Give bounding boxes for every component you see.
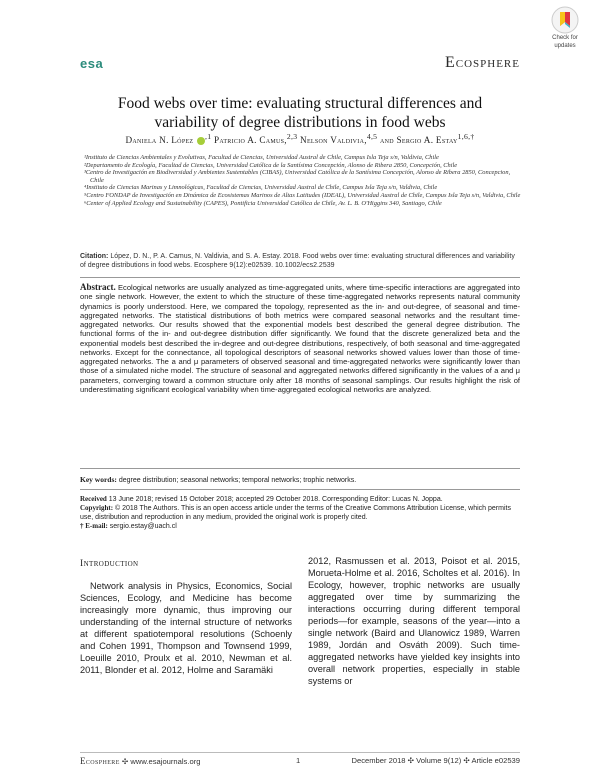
affiliation: ⁴Instituto de Ciencias Marinas y Limnológicas, Facultad de Ciencias, Universidad Austral de Chile, Campus Isla Teja s/n, Valdivia, Chile bbox=[84, 184, 438, 192]
author-affil-sup: 1,6, bbox=[457, 132, 471, 141]
divider bbox=[80, 489, 520, 490]
email-label: † E-mail: bbox=[80, 522, 108, 530]
crossmark-badge[interactable] bbox=[540, 6, 590, 54]
citation bbox=[80, 252, 520, 270]
page-number: 1 bbox=[296, 756, 301, 765]
abstract bbox=[80, 283, 520, 394]
citation-text[interactable]: López, D. N., P. A. Camus, N. Valdivia, and S. A. Estay. 2018. Food webs over time: evaluating structural differences and variability of degree distributions in food webs. Ecosphere 9(12):e02539. 10.1002/ecs2.2539 bbox=[80, 253, 515, 269]
body-column-right: 2012, Rasmussen et al. 2013, Poisot et al. 2015, Morueta-Holme et al. 2016, Scholtes et al. 2016). In Ecology, however, trophic networks are usually aggregated over time by summarizing the interactions occurring during different temporal periods—for example, seasons of the year—into a single network (Baird and Ulanowicz 1989, Warren 1989, Jordán and Osváth 2009). Such time-aggregated networks have yielded key insights into overall network properties, especially in stable systems or bbox=[308, 556, 520, 686]
divider bbox=[80, 277, 520, 278]
article-meta bbox=[80, 495, 520, 531]
author-affil-sup: ,1 bbox=[205, 132, 212, 141]
divider bbox=[80, 468, 520, 469]
copyright-line bbox=[80, 504, 520, 522]
keywords-text: degree distribution; seasonal networks; temporal networks; trophic networks. bbox=[118, 477, 357, 484]
abstract-text: Ecological networks are usually analyzed as time-aggregated units, where time-specific interactions are aggregated into one single network. However, the extent to which the structure of these time-aggregated networks represents natural community dynamics is poorly understood. Here, we compared the topology, represented as the in- and out-degree, of seasonal and time-aggregated networks. The statistical distributions of both metrics were compared seasonal networks and the resultant time-aggregated networks. Our results showed that the exponential models best described the general degree distribution. The functional forms of the in- and out-degree distribution differ significantly. We found that the discrete generalized beta and the exponential models best described the in-degree and out-degree distributions, respectively, of both seasonal and time-aggregated networks. Except for the connectance, all topological descriptors of seasonal networks showed values lower than those of time-aggregated networks. The a and μ parameters of observed seasonal and time-aggregated networks were significantly lower than those of a simulated niche model. The structure of seasonal and aggregated networks differed significantly in the values of a and μ parameters, converging toward a common structure only after 18 months of seasonal samplings. Our results highlight the risk of underestimating significant ecological variability when time-aggregated ecological networks are analyzed. bbox=[80, 283, 520, 394]
publisher-logo: esa bbox=[80, 56, 104, 71]
journal-name: Ecosphere bbox=[444, 54, 520, 71]
orcid-icon[interactable] bbox=[197, 137, 205, 145]
footer-website[interactable]: ✣ www.esajournals.org bbox=[121, 757, 201, 766]
title-line-1: Food webs over time: evaluating structural differences and bbox=[117, 95, 483, 112]
keywords-label: Key words: bbox=[80, 475, 117, 484]
author-name: Sergio A. Estay bbox=[396, 135, 458, 146]
affiliation: ²Departamento de Ecología, Facultad de Ciencias, Universidad Católica de la Santísima Concepción, Alonso de Ribera 2850, Concepción, Chile bbox=[84, 161, 458, 169]
crossmark-label-1: Check for bbox=[552, 35, 578, 41]
article-title bbox=[80, 94, 520, 132]
email-line bbox=[80, 522, 520, 531]
author-affil-sup: 2,3 bbox=[286, 132, 298, 141]
affiliation: ⁶Center of Applied Ecology and Sustainability (CAPES), Pontificia Universidad Católica de Chile, Av. L. B. O'Higgins 340, Santiago, Chile bbox=[84, 199, 442, 207]
abstract-label: Abstract. bbox=[80, 282, 116, 292]
corresponding-dagger: † bbox=[470, 132, 475, 141]
keywords bbox=[80, 475, 520, 485]
footer-journal: Ecosphere bbox=[80, 756, 120, 766]
author-conjunction: and bbox=[379, 135, 394, 146]
author-list bbox=[80, 132, 520, 145]
author-affil-sup: 4,5 bbox=[366, 132, 378, 141]
crossmark-label-2: updates bbox=[554, 43, 576, 49]
title-line-2: variability of degree distributions in food webs bbox=[154, 114, 446, 131]
section-heading-introduction: Introduction bbox=[80, 559, 139, 569]
body-column-left: Network analysis in Physics, Economics, Social Sciences, Ecology, and Medicine has become increasingly more dynamic, thus improving our understanding of the internal structure of networks at different spatiotemporal resolutions (Schoenly and Cohen 1991, Thompson and Townsend 1999, Loeuille 2010, Proulx et al. 2010, Newman et al. 2011, Blonder et al. 2012, Holme and Saramäki bbox=[80, 581, 292, 675]
footer-divider bbox=[80, 752, 520, 753]
author-name: Daniela N. López bbox=[125, 135, 194, 146]
affiliation: ¹Instituto de Ciencias Ambientales y Evolutivas, Facultad de Ciencias, Universidad Austral de Chile, Campus Isla Teja s/n, Valdivia, Chile bbox=[84, 154, 439, 161]
affiliation: ⁵Centro FONDAP de Investigación en Dinámica de Ecosistemas Marinos de Altas Latitudes (IDEAL), Universidad Austral de Chile, Campus Isla Teja s/n, Valdivia, Chile bbox=[84, 191, 521, 199]
email-link[interactable]: sergio.estay@uach.cl bbox=[109, 523, 177, 530]
received-text: 13 June 2018; revised 15 October 2018; accepted 29 October 2018. Corresponding Editor: Lucas N. Joppa. bbox=[108, 496, 443, 503]
received-label: Received bbox=[80, 495, 107, 503]
author-name: Nelson Valdivia, bbox=[300, 135, 367, 146]
citation-label: Citation: bbox=[80, 253, 109, 260]
received-line bbox=[80, 495, 520, 504]
footer-issue: December 2018 ✣ Volume 9(12) ✣ Article e02539 bbox=[351, 756, 520, 765]
author-name: Patricio A. Camus, bbox=[213, 135, 287, 146]
affiliation: ³Centro de Investigación en Biodiversidad y Ambientes Sustentables (CIBAS), Universidad Católica de la Santísima Concepción, Alonso de Ribera 2850, Concepcion, Chile bbox=[84, 169, 511, 184]
page-footer bbox=[80, 756, 520, 766]
affiliations bbox=[84, 154, 524, 207]
copyright-label: Copyright: bbox=[80, 504, 114, 512]
crossmark-icon bbox=[551, 6, 579, 34]
copyright-text: © 2018 The Authors. This is an open access article under the terms of the Creative Commons Attribution License, which permits use, distribution and reproduction in any medium, provided the original work is properly cited. bbox=[80, 505, 511, 521]
